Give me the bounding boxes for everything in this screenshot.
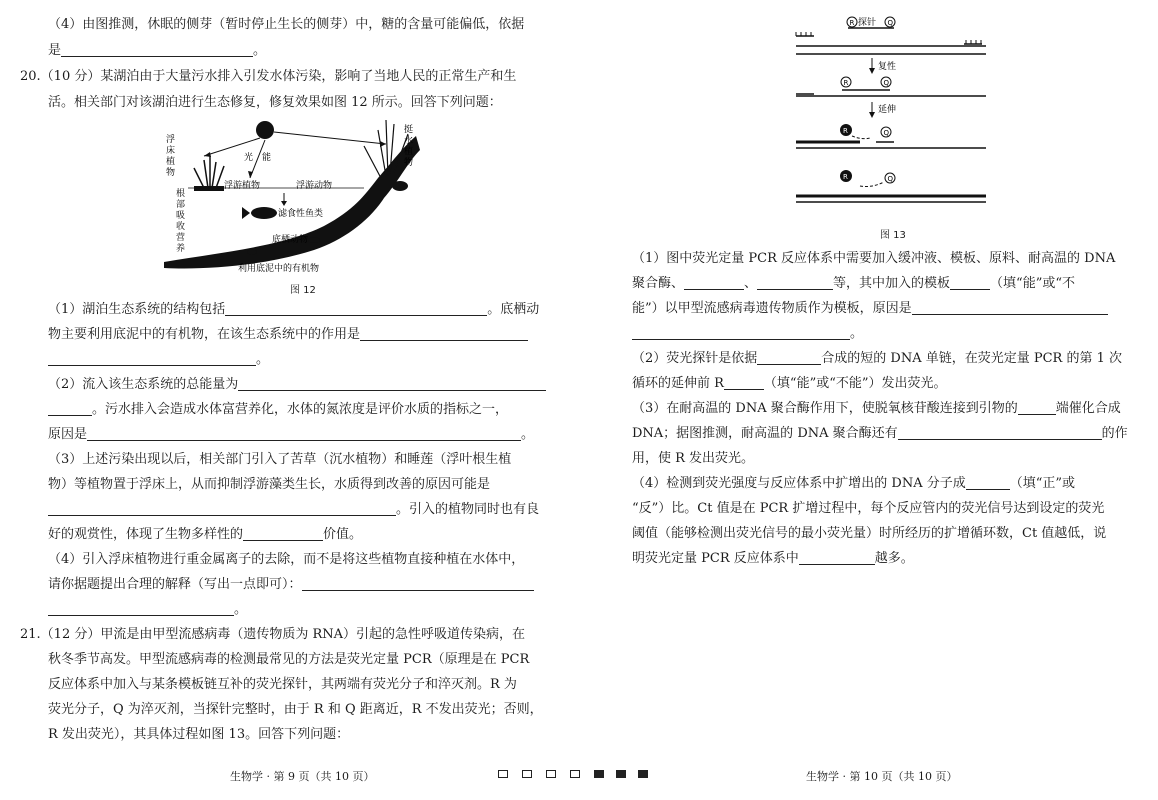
answer-blank[interactable] — [757, 350, 821, 365]
label-benthic: 底栖动物 — [272, 235, 309, 245]
q21-line1: 21.（12 分）甲流是由甲型流感病毒（遗传物质为 RNA）引起的急性呼吸道传染病，在 — [20, 627, 526, 642]
q20-3-line4: 好的观赏性，体现了生物多样性的 价值。 — [48, 527, 363, 542]
svg-text:Q: Q — [883, 79, 890, 87]
q21-line4: 荧光分子，Q 为淬灭剂，当探针完整时，由于 R 和 Q 距离近，R 不发出荧光；否则， — [48, 702, 543, 717]
q20-4-line3: 。 — [48, 601, 552, 619]
q21-line2: 秋冬季节高发。甲型流感病毒的检测最常见的方法是荧光定量 PCR（原理是在 PCR — [48, 652, 530, 667]
answer-blank[interactable] — [966, 475, 1010, 490]
svg-text:R: R — [849, 19, 855, 27]
q20-2-line2: 。污水排入会造成水体富营养化，水体的氮浓度是评价水质的指标之一， — [48, 401, 552, 419]
answer-blank[interactable] — [724, 375, 764, 390]
answer-blank[interactable] — [799, 550, 875, 565]
answer-blank[interactable] — [632, 325, 850, 340]
page-marker — [638, 770, 648, 778]
q21-line3: 反应体系中加入与某条模板链互补的荧光探针，其两端有荧光分子和淬灭剂。R 为 — [48, 677, 517, 692]
sun-icon — [256, 121, 274, 139]
stage-1 — [796, 16, 986, 54]
q21-3-line3: 用，使 R 发出荧光。 — [632, 451, 755, 466]
label-extend: 延伸 — [878, 105, 897, 115]
answer-blank[interactable] — [757, 275, 833, 290]
q21-1-line1: （1）图中荧光定量 PCR 反应体系中需要加入缓冲液、模板、原料、耐高温的 DNA — [632, 251, 1116, 266]
q21-1-line2: 聚合酶、 、 等，其中加入的模板 （填“能”或“不 — [632, 276, 1075, 291]
label-mud: 利用底泥中的有机物 — [238, 264, 320, 274]
answer-blank[interactable] — [1018, 400, 1056, 415]
label-light: 光 能 — [244, 153, 272, 163]
label-emergent: 挺水植物 — [404, 125, 414, 168]
page-marker — [616, 770, 626, 778]
answer-blank[interactable] — [684, 275, 744, 290]
q20-4-line2: 请你据题提出合理的解释（写出一点即可）： — [48, 576, 552, 594]
label-probe: 探针 — [858, 18, 877, 28]
svg-text:R: R — [843, 127, 848, 135]
answer-blank[interactable] — [48, 351, 256, 366]
q20-1-line2: 物主要利用底泥中的有机物，在该生态系统中的作用是 — [48, 326, 552, 344]
q21-line5: R 发出荧光），其具体过程如图 13。回答下列问题： — [48, 727, 350, 742]
svg-text:R: R — [843, 79, 849, 87]
label-phyto: 浮游植物 — [224, 181, 261, 191]
page-marker — [546, 770, 556, 778]
q21-3-line1: （3）在耐高温的 DNA 聚合酶作用下，使脱氧核苷酸连接到引物的 端催化合成 — [632, 401, 1121, 416]
q20-line1: 20.（10 分）某湖泊由于大量污水排入引发水体污染，影响了当地人民的正常生产和生 — [20, 69, 517, 84]
figure-13 — [790, 14, 990, 224]
svg-text:R: R — [843, 173, 848, 181]
q20-2-line3: 原因是 。 — [48, 427, 535, 442]
answer-blank[interactable] — [243, 526, 323, 541]
q21-3-line2: DNA；据图推测，耐高温的 DNA 聚合酶还有 的作 — [632, 426, 1128, 441]
figure-13-caption: 图 13 — [880, 230, 906, 241]
figure-12-caption: 图 12 — [290, 285, 316, 296]
answer-blank[interactable] — [950, 275, 990, 290]
answer-blank[interactable] — [87, 426, 521, 441]
lake-bank — [164, 136, 420, 268]
answer-blank[interactable] — [302, 576, 534, 591]
q20-3-line1: （3）上述污染出现以后，相关部门引入了苦草（沉水植物）和睡莲（浮叶根生植 — [48, 452, 512, 467]
label-zoo: 浮游动物 — [296, 181, 333, 191]
q21-2-line1: （2）荧光探针是依据 合成的短的 DNA 单链，在荧光定量 PCR 的第 1 次 — [632, 351, 1123, 366]
q20-1-line3: 。 — [48, 351, 552, 369]
label-float-plant: 浮床植物 — [166, 135, 176, 178]
page-marker — [522, 770, 532, 778]
svg-text:Q: Q — [887, 175, 894, 183]
floating-plant-icon — [194, 156, 224, 188]
stage-4 — [796, 170, 986, 202]
fish-icon — [251, 207, 277, 219]
q19-4-line2: 是 。 — [48, 43, 267, 58]
stage-2 — [796, 77, 986, 96]
q20-3-line3: 。引入的植物同时也有良 — [48, 501, 552, 519]
answer-blank[interactable] — [61, 42, 253, 57]
q20-4-line1: （4）引入浮床植物进行重金属离子的去除，而不是将这些植物直接种植在水体中， — [48, 552, 525, 567]
page-marker — [570, 770, 580, 778]
answer-blank[interactable] — [48, 401, 92, 416]
page-marker — [594, 770, 604, 778]
label-root: 根部吸收营养 — [176, 189, 186, 254]
q20-line2: 活。相关部门对该湖泊进行生态修复，修复效果如图 12 所示。回答下列问题： — [48, 95, 502, 110]
footer-left: 生物学 · 第 9 页（共 10 页） — [230, 770, 375, 783]
footer-right: 生物学 · 第 10 页（共 10 页） — [806, 770, 958, 783]
svg-text:Q: Q — [883, 129, 890, 137]
answer-blank[interactable] — [898, 425, 1102, 440]
q21-1-line3: 能”）以甲型流感病毒遗传物质作为模板，原因是 — [632, 300, 1138, 318]
answer-blank[interactable] — [225, 301, 487, 316]
q20-3-line2: 物）等植物置于浮床上，从而抑制浮游藻类生长，水质得到改善的原因可能是 — [48, 477, 491, 492]
q21-1-line4: 。 — [632, 325, 1138, 343]
q20-1-line1: （1）湖泊生态系统的结构包括 。底栖动 — [48, 302, 540, 317]
label-denature: 复性 — [878, 62, 897, 72]
figure-12 — [164, 116, 420, 290]
answer-blank[interactable] — [912, 300, 1108, 315]
page-marker — [498, 770, 508, 778]
label-fish: 滤食性鱼类 — [278, 209, 324, 219]
stage-3 — [796, 124, 986, 148]
answer-blank[interactable] — [48, 601, 234, 616]
answer-blank[interactable] — [360, 326, 528, 341]
q21-2-line2: 循环的延伸前 R （填“能”或“不能”）发出荧光。 — [632, 376, 947, 391]
q21-4-line2: “反”）比。Ct 值是在 PCR 扩增过程中，每个反应管内的荧光信号达到设定的荧光 — [632, 501, 1105, 516]
svg-text:Q: Q — [887, 19, 894, 27]
q21-4-line4: 明荧光定量 PCR 反应体系中 越多。 — [632, 551, 914, 566]
q20-2-line1: （2）流入该生态系统的总能量为 — [48, 376, 552, 394]
q19-4-line1: （4）由图推测，休眠的侧芽（暂时停止生长的侧芽）中，糖的含量可能偏低，依据 — [48, 17, 525, 32]
answer-blank[interactable] — [48, 501, 396, 516]
answer-blank[interactable] — [238, 376, 546, 391]
q21-4-line1: （4）检测到荧光强度与反应体系中扩增出的 DNA 分子成 （填“正”或 — [632, 476, 1076, 491]
q21-4-line3: 阈值（能够检测出荧光信号的最小荧光量）时所经历的扩增循环数，Ct 值越低，说 — [632, 526, 1107, 541]
